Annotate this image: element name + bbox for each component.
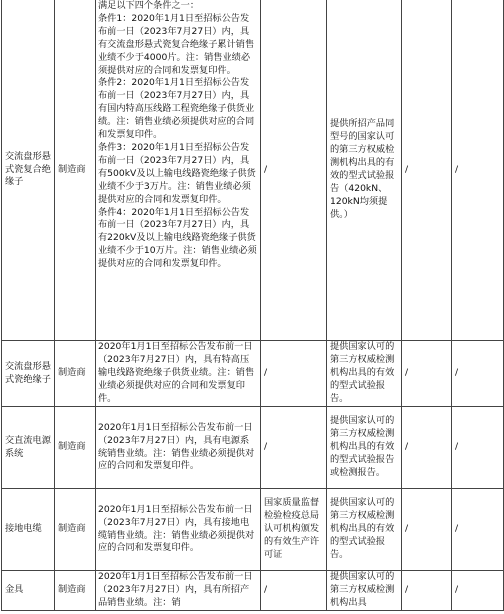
condition-2: 条件2：2020年1月1日至招标公告发布前一日（2023年7月27日）内，具有国内特高压线路工程瓷绝缘子供货业绩。注：销售业绩必须提供对应的合同和发票复印件。 — [98, 77, 255, 141]
other-requirement-b: / — [452, 571, 504, 611]
other-requirement-b: / — [452, 0, 504, 341]
other-requirement-a: / — [402, 407, 452, 489]
other-requirement-a: / — [402, 0, 452, 341]
performance-requirement: 2020年1月1日至招标公告发布前一日（2023年7月27日）内，具有接地电缆销售业绩。注：销售业绩必须提供对应的合同和发票复印件。 — [96, 489, 261, 571]
performance-requirement — [96, 0, 261, 341]
other-requirement-a: / — [402, 571, 452, 611]
supplier-role: 制造商 — [55, 571, 96, 611]
table-row — [2, 0, 504, 341]
other-requirement-b: / — [452, 341, 504, 407]
test-report-requirement: 提供国家认可的第三方权威检测机构出具的有效的型式试验报告或检测报告。 — [327, 407, 402, 489]
supplier-role: 制造商 — [55, 0, 96, 341]
license-requirement: / — [261, 341, 327, 407]
other-requirement-a: / — [402, 489, 452, 571]
test-report-requirement: 提供国家认可的第三方权威检测机构出具的有效的型式试验报告。 — [327, 341, 402, 407]
test-report-requirement: 提供所招产品同型号的国家认可的第三方权威检测机构出具的有效的型式试验报告（420kN、120kN均须提供。） — [327, 0, 402, 341]
other-requirement-a: / — [402, 341, 452, 407]
license-requirement: / — [261, 407, 327, 489]
test-report-requirement: 提供国家认可的第三方权威检测机构出具 — [327, 571, 402, 611]
performance-requirement: 2020年1月1日至招标公告发布前一日（2023年7月27日）内，具有所招产品销售业绩。注：销 — [96, 571, 261, 611]
supplier-role: 制造商 — [55, 341, 96, 407]
performance-requirement: 2020年1月1日至招标公告发布前一日（2023年7月27日）内，具有特高压输电线路瓷绝缘子供货业绩。注：销售业绩必须提供对应的合同和发票复印件。 — [96, 341, 261, 407]
product-name: 交流盘形悬式瓷复合绝缘子 — [2, 0, 55, 341]
qualification-table — [1, 0, 504, 611]
table-row — [2, 489, 504, 571]
product-name: 接地电缆 — [2, 489, 55, 571]
condition-intro: 满足以下四个条件之一： — [98, 0, 200, 11]
table-row — [2, 341, 504, 407]
condition-4: 条件4：2020年1月1日至招标公告发布前一日（2023年7月27日）内，具有220kV及以上输电线路瓷绝缘子供货业绩不少于10万片。注：销售业绩必须提供对应的合同和发票复印件。 — [98, 206, 257, 270]
table-row — [2, 571, 504, 611]
license-requirement: / — [261, 0, 327, 341]
supplier-role: 制造商 — [55, 407, 96, 489]
license-requirement: 国家质量监督检验检疫总局认可机构颁发的有效生产许可证 — [261, 489, 327, 571]
other-requirement-b: / — [452, 407, 504, 489]
table-row — [2, 407, 504, 489]
license-requirement: / — [261, 571, 327, 611]
condition-1: 条件1：2020年1月1日至招标公告发布前一日（2023年7月27日）内，具有交流盘形悬式瓷复合绝缘子累计销售业绩不少于4000片。注：销售业绩必须提供对应的合同和发票复印件。 — [98, 12, 255, 76]
supplier-role: 制造商 — [55, 489, 96, 571]
product-name: 交流盘形悬式瓷绝缘子 — [2, 341, 55, 407]
product-name: 金具 — [2, 571, 55, 611]
product-name: 交直流电源系统 — [2, 407, 55, 489]
condition-3: 条件3：2020年1月1日至招标公告发布前一日（2023年7月27日）内，具有500kV及以上输电线路瓷绝缘子供货业绩不少于3万片。注：销售业绩必须提供对应的合同和发票复印件。 — [98, 141, 256, 205]
performance-requirement: 2020年1月1日至招标公告发布前一日（2023年7月27日）内，具有电源系统销售业绩。注：销售业绩必须提供对应的合同和发票复印件。 — [96, 407, 261, 489]
other-requirement-b: / — [452, 489, 504, 571]
test-report-requirement: 提供国家认可的第三方权威检测机构出具的有效的型式试验报告。 — [327, 489, 402, 571]
